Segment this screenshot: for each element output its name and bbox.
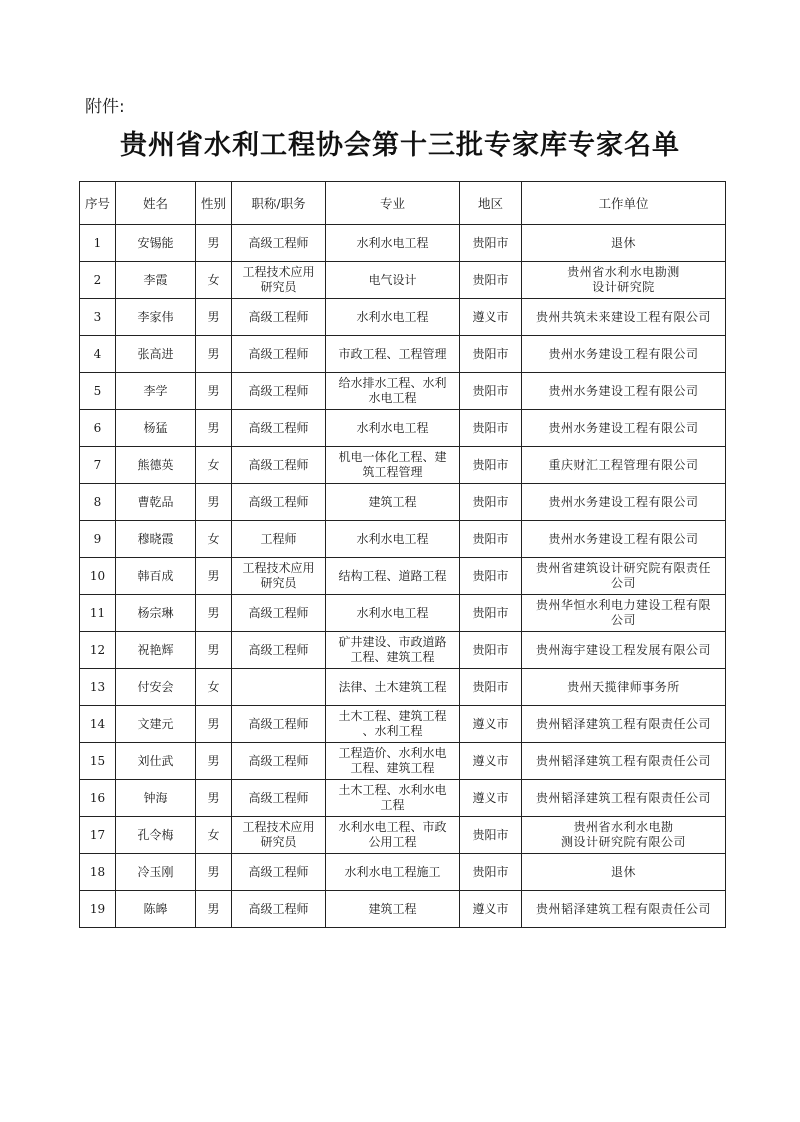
- cell-name: 曹乾品: [116, 484, 196, 521]
- cell-number: 17: [80, 817, 116, 854]
- cell-major: 水利水电工程: [326, 410, 460, 447]
- cell-region: 遵义市: [460, 299, 522, 336]
- cell-region: 遵义市: [460, 780, 522, 817]
- cell-region: 贵阳市: [460, 484, 522, 521]
- cell-gender: 女: [196, 817, 232, 854]
- cell-number: 12: [80, 632, 116, 669]
- cell-employer: 贵州韬泽建筑工程有限责任公司: [522, 743, 726, 780]
- cell-major: 机电一体化工程、建 筑工程管理: [326, 447, 460, 484]
- cell-region: 贵阳市: [460, 632, 522, 669]
- table-row: [80, 632, 726, 669]
- cell-title: 高级工程师: [232, 706, 326, 743]
- cell-major: 建筑工程: [326, 891, 460, 928]
- cell-title: 高级工程师: [232, 595, 326, 632]
- cell-employer: 贵州天揽律师事务所: [522, 669, 726, 706]
- cell-gender: 男: [196, 595, 232, 632]
- cell-employer: 贵州水务建设工程有限公司: [522, 410, 726, 447]
- cell-region: 贵阳市: [460, 336, 522, 373]
- cell-major: 水利水电工程: [326, 521, 460, 558]
- cell-region: 贵阳市: [460, 595, 522, 632]
- cell-employer: 贵州韬泽建筑工程有限责任公司: [522, 706, 726, 743]
- cell-employer: 重庆财汇工程管理有限公司: [522, 447, 726, 484]
- cell-gender: 女: [196, 447, 232, 484]
- cell-gender: 女: [196, 669, 232, 706]
- cell-name: 钟海: [116, 780, 196, 817]
- cell-employer: 贵州水务建设工程有限公司: [522, 336, 726, 373]
- table-row: [80, 262, 726, 299]
- cell-employer: 贵州韬泽建筑工程有限责任公司: [522, 780, 726, 817]
- header-cell: 专业: [326, 182, 460, 225]
- cell-title: 高级工程师: [232, 373, 326, 410]
- cell-major: 土木工程、建筑工程 、水利工程: [326, 706, 460, 743]
- cell-gender: 男: [196, 336, 232, 373]
- table-row: [80, 669, 726, 706]
- cell-name: 祝艳辉: [116, 632, 196, 669]
- cell-name: 文建元: [116, 706, 196, 743]
- cell-employer: 贵州水务建设工程有限公司: [522, 373, 726, 410]
- cell-region: 贵阳市: [460, 410, 522, 447]
- cell-name: 李学: [116, 373, 196, 410]
- cell-title: 工程技术应用 研究员: [232, 558, 326, 595]
- cell-title: 高级工程师: [232, 225, 326, 262]
- cell-region: 贵阳市: [460, 521, 522, 558]
- table-row: [80, 484, 726, 521]
- cell-name: 熊德英: [116, 447, 196, 484]
- cell-region: 贵阳市: [460, 817, 522, 854]
- header-cell: 职称/职务: [232, 182, 326, 225]
- cell-region: 贵阳市: [460, 447, 522, 484]
- cell-name: 张高进: [116, 336, 196, 373]
- cell-gender: 男: [196, 632, 232, 669]
- cell-gender: 男: [196, 225, 232, 262]
- cell-title: 高级工程师: [232, 447, 326, 484]
- cell-major: 土木工程、水利水电 工程: [326, 780, 460, 817]
- cell-number: 3: [80, 299, 116, 336]
- cell-employer: 贵州水务建设工程有限公司: [522, 521, 726, 558]
- cell-region: 遵义市: [460, 706, 522, 743]
- cell-employer: 贵州海宇建设工程发展有限公司: [522, 632, 726, 669]
- cell-gender: 男: [196, 299, 232, 336]
- table-row: [80, 447, 726, 484]
- header-cell: 序号: [80, 182, 116, 225]
- cell-gender: 女: [196, 262, 232, 299]
- table-row: [80, 373, 726, 410]
- cell-region: 贵阳市: [460, 373, 522, 410]
- table-row: [80, 706, 726, 743]
- cell-name: 刘仕武: [116, 743, 196, 780]
- cell-title: 工程技术应用 研究员: [232, 817, 326, 854]
- header-cell: 工作单位: [522, 182, 726, 225]
- cell-name: 冷玉刚: [116, 854, 196, 891]
- cell-region: 贵阳市: [460, 669, 522, 706]
- cell-name: 杨猛: [116, 410, 196, 447]
- table-row: [80, 854, 726, 891]
- cell-title: 高级工程师: [232, 632, 326, 669]
- cell-title: [232, 669, 326, 706]
- cell-number: 6: [80, 410, 116, 447]
- cell-title: 高级工程师: [232, 299, 326, 336]
- cell-gender: 男: [196, 706, 232, 743]
- cell-title: 工程技术应用 研究员: [232, 262, 326, 299]
- cell-number: 1: [80, 225, 116, 262]
- cell-gender: 男: [196, 373, 232, 410]
- header-cell: 姓名: [116, 182, 196, 225]
- cell-employer: 退休: [522, 225, 726, 262]
- cell-major: 水利水电工程: [326, 595, 460, 632]
- attachment-label: 附件:: [85, 97, 125, 117]
- cell-number: 9: [80, 521, 116, 558]
- cell-gender: 女: [196, 521, 232, 558]
- document-title: 贵州省水利工程协会第十三批专家库专家名单: [120, 130, 680, 161]
- cell-major: 工程造价、水利水电 工程、建筑工程: [326, 743, 460, 780]
- cell-employer: 贵州韬泽建筑工程有限责任公司: [522, 891, 726, 928]
- table-row: [80, 817, 726, 854]
- cell-name: 穆晓霞: [116, 521, 196, 558]
- cell-title: 高级工程师: [232, 891, 326, 928]
- cell-region: 遵义市: [460, 891, 522, 928]
- header-cell: 地区: [460, 182, 522, 225]
- cell-gender: 男: [196, 854, 232, 891]
- cell-employer: 贵州共筑未来建设工程有限公司: [522, 299, 726, 336]
- cell-title: 高级工程师: [232, 780, 326, 817]
- cell-gender: 男: [196, 410, 232, 447]
- cell-title: 高级工程师: [232, 410, 326, 447]
- cell-major: 水利水电工程施工: [326, 854, 460, 891]
- cell-gender: 男: [196, 558, 232, 595]
- cell-major: 建筑工程: [326, 484, 460, 521]
- cell-name: 韩百成: [116, 558, 196, 595]
- table-row: [80, 410, 726, 447]
- cell-major: 市政工程、工程管理: [326, 336, 460, 373]
- cell-major: 结构工程、道路工程: [326, 558, 460, 595]
- table-row: [80, 595, 726, 632]
- cell-gender: 男: [196, 484, 232, 521]
- cell-number: 2: [80, 262, 116, 299]
- cell-number: 15: [80, 743, 116, 780]
- cell-number: 8: [80, 484, 116, 521]
- cell-number: 18: [80, 854, 116, 891]
- table-row: [80, 225, 726, 262]
- cell-major: 水利水电工程: [326, 225, 460, 262]
- cell-title: 高级工程师: [232, 336, 326, 373]
- cell-number: 13: [80, 669, 116, 706]
- table-row: [80, 336, 726, 373]
- cell-number: 7: [80, 447, 116, 484]
- cell-number: 14: [80, 706, 116, 743]
- table-row: [80, 891, 726, 928]
- cell-major: 给水排水工程、水利 水电工程: [326, 373, 460, 410]
- cell-employer: 贵州省建筑设计研究院有限责任 公司: [522, 558, 726, 595]
- cell-title: 高级工程师: [232, 743, 326, 780]
- cell-name: 陈皞: [116, 891, 196, 928]
- cell-major: 电气设计: [326, 262, 460, 299]
- cell-gender: 男: [196, 891, 232, 928]
- header-cell: 性别: [196, 182, 232, 225]
- cell-gender: 男: [196, 780, 232, 817]
- cell-name: 李家伟: [116, 299, 196, 336]
- cell-name: 杨宗琳: [116, 595, 196, 632]
- cell-employer: 贵州省水利水电勘测 设计研究院: [522, 262, 726, 299]
- cell-region: 贵阳市: [460, 262, 522, 299]
- cell-gender: 男: [196, 743, 232, 780]
- cell-title: 高级工程师: [232, 854, 326, 891]
- cell-number: 16: [80, 780, 116, 817]
- header-row: [80, 182, 726, 225]
- table-row: [80, 780, 726, 817]
- cell-employer: 贵州华恒水利电力建设工程有限 公司: [522, 595, 726, 632]
- cell-title: 高级工程师: [232, 484, 326, 521]
- cell-employer: 退休: [522, 854, 726, 891]
- cell-number: 10: [80, 558, 116, 595]
- cell-number: 5: [80, 373, 116, 410]
- cell-region: 贵阳市: [460, 225, 522, 262]
- cell-name: 付安会: [116, 669, 196, 706]
- cell-region: 遵义市: [460, 743, 522, 780]
- cell-major: 矿井建设、市政道路 工程、建筑工程: [326, 632, 460, 669]
- cell-number: 19: [80, 891, 116, 928]
- cell-name: 孔令梅: [116, 817, 196, 854]
- cell-employer: 贵州省水利水电勘 测设计研究院有限公司: [522, 817, 726, 854]
- table-row: [80, 299, 726, 336]
- cell-name: 安锡能: [116, 225, 196, 262]
- table-row: [80, 743, 726, 780]
- table-row: [80, 521, 726, 558]
- cell-major: 法律、土木建筑工程: [326, 669, 460, 706]
- cell-number: 4: [80, 336, 116, 373]
- cell-region: 贵阳市: [460, 558, 522, 595]
- expert-table: [79, 181, 726, 928]
- table-row: [80, 558, 726, 595]
- cell-name: 李霞: [116, 262, 196, 299]
- cell-major: 水利水电工程: [326, 299, 460, 336]
- cell-region: 贵阳市: [460, 854, 522, 891]
- cell-number: 11: [80, 595, 116, 632]
- cell-title: 工程师: [232, 521, 326, 558]
- cell-major: 水利水电工程、市政 公用工程: [326, 817, 460, 854]
- cell-employer: 贵州水务建设工程有限公司: [522, 484, 726, 521]
